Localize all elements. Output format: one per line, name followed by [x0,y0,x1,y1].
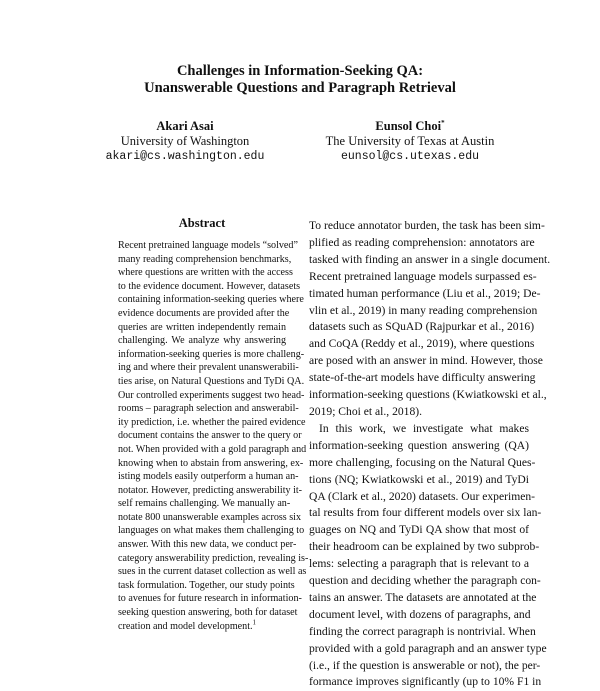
abstract-line: languages on what makes them challenging to [118,525,305,537]
body-line: finding the correct paragraph is nontrivial. When [309,624,536,638]
abstract-line: not. When provided with a gold paragraph and [118,443,307,455]
body-line: 2019; Choi et al., 2018). [309,404,423,418]
body-line: tions (NQ; Kwiatkowski et al., 2019) and TyDi [309,472,529,486]
abstract-line: to avenues for future research in information- [118,593,302,605]
author-block-1 [100,119,270,164]
author-name: Eunsol Choi [375,119,442,133]
body-line: To reduce annotator burden, the task has been sim- [309,219,545,232]
abstract-line: knowing when to abstain from answering, ex- [118,457,304,469]
body-line: their headroom can be explained by two subprob- [309,540,540,554]
body-line: guages on NQ and TyDi QA show that most of [309,523,529,537]
abstract-line: to the evidence document. However, datasets [118,280,301,292]
abstract-line: document contains the answer to the query or [118,430,302,442]
author-name-line [300,119,520,134]
body-line: provided with a gold paragraph and an answer type [309,641,547,655]
body-line: formance improves significantly (up to 10% F1 in [309,675,542,689]
abstract-line: queries are written independently remain [118,321,286,333]
body-line: question and deciding whether the paragraph con- [309,574,541,588]
body-line: tains an answer. The datasets are annotated at the [309,590,537,604]
abstract-line: challenging. We analyze why answering [118,335,286,347]
abstract-line: task formulation. Together, our study points [118,579,295,591]
body-line: and CoQA (Reddy et al., 2019), where questions [309,337,535,351]
abstract-line: notator. However, predicting answerability it- [118,484,303,496]
abstract-line: containing information-seeking queries where [118,294,304,306]
title-line-1: Challenges in Information-Seeking QA: [176,63,424,79]
body-line: datasets such as SQuAD (Rajpurkar et al., 2016) [309,320,535,334]
author-block-2 [300,119,520,164]
abstract-heading: Abstract [178,216,226,230]
body-line: are posed with an answer in mind. However, those [309,354,543,368]
abstract-line: information-seeking queries is more challeng- [118,348,305,360]
body-line: (i.e., if the question is answerable or not), the per- [309,658,541,672]
author-affiliation: University of Washington [120,134,250,148]
abstract-text [118,239,309,633]
author-name: Akari Asai [156,119,214,133]
body-line: Recent pretrained language models surpassed es- [309,269,537,283]
abstract-line-text: creation and model development. [118,620,253,632]
abstract-line: category answerability prediction, revealing is- [118,552,309,564]
abstract-line [118,620,286,634]
abstract-line: many reading comprehension benchmarks, [118,253,292,265]
body-text [309,218,551,691]
body-line: QA (Clark et al., 2020) datasets. Our experimen- [309,489,536,503]
body-line: tal results from four different models over six lan- [309,506,542,520]
abstract-line: rooms – paragraph selection and answerabil- [118,403,299,415]
paper-title [0,63,600,97]
body-line: document level, with dozens of paragraphs, and [309,607,531,621]
abstract-line: ties arise, on Natural Questions and TyDi QA. [118,375,305,387]
body-line: more challenging, focusing on the Natural Ques- [309,455,536,469]
body-line: information-seeking question answering (QA) [309,438,529,452]
abstract-line: isting models easily outperform a human an- [118,471,299,483]
abstract-footnote-mark: 1 [252,618,257,627]
abstract-line: ity prediction, i.e. whether the paired evidence [118,416,306,428]
abstract-line: seeking question answering, both for dataset [118,607,298,619]
body-line: In this work, we investigate what makes [319,421,529,435]
abstract-line: notate 800 unanswerable examples across six [118,511,302,523]
title-line-2: Unanswerable Questions and Paragraph Retrieval [144,80,456,96]
abstract-line: evidence documents are provided after the [118,307,290,319]
author-email: eunsol@cs.utexas.edu [340,150,480,163]
body-line: timated human performance (Liu et al., 2019; De- [309,286,541,300]
author-affiliation: The University of Texas at Austin [325,134,495,148]
author-email: akari@cs.washington.edu [105,150,265,163]
body-line: tasked with finding an answer in a single document. [309,252,551,266]
body-line: vlin et al., 2019) in many reading comprehension [309,303,538,317]
author-footnote-mark: * [441,118,445,127]
abstract-line: Our controlled experiments suggest two head- [118,389,305,401]
abstract-line: self remains challenging. We manually an- [118,498,291,510]
abstract-line: Recent pretrained language models “solved” [118,240,298,251]
body-line: plified as reading comprehension: annotators are [309,235,535,249]
body-line: lems: selecting a paragraph that is relevant to a [309,557,529,571]
abstract-line: answer. With this new data, we conduct per- [118,539,297,551]
body-line: information-seeking questions (Kwiatkowski et al., [309,388,547,402]
abstract-line: sues in the current dataset collection as well as [118,566,307,578]
abstract-line: ing and where their prevalent unanswerabili- [118,362,299,374]
body-line: state-of-the-art models have difficulty answering [309,371,536,385]
abstract-line: where questions are written with the access [118,267,293,279]
